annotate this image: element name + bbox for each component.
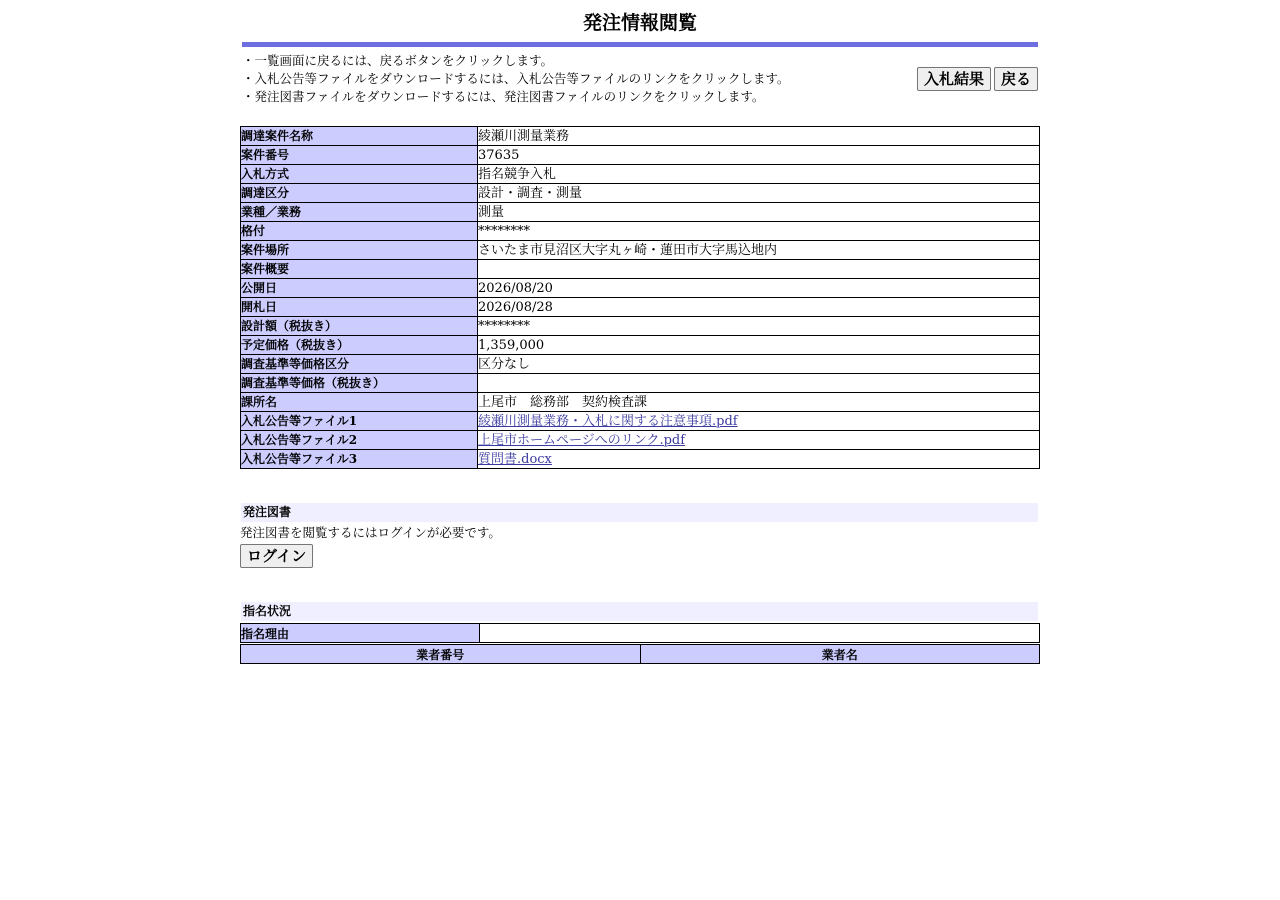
table-row bbox=[241, 336, 1040, 355]
row-value: 設計・調査・測量 bbox=[478, 184, 1040, 203]
login-button[interactable]: ログイン bbox=[240, 544, 313, 568]
table-row bbox=[241, 624, 1040, 643]
row-label: 公開日 bbox=[241, 279, 478, 298]
row-label: 案件概要 bbox=[241, 260, 478, 279]
instruction-bid-files: ・入札公告等ファイルをダウンロードするには、入札公告等ファイルのリンクをクリックします。 bbox=[242, 71, 790, 86]
row-label: 調達案件名称 bbox=[241, 127, 478, 146]
table-row bbox=[241, 431, 1040, 450]
row-value: 区分なし bbox=[478, 355, 1040, 374]
row-label: 入札方式 bbox=[241, 165, 478, 184]
table-row bbox=[241, 317, 1040, 336]
vendor-number-header: 業者番号 bbox=[241, 645, 641, 664]
table-row bbox=[241, 412, 1040, 431]
row-value bbox=[478, 260, 1040, 279]
table-row bbox=[241, 165, 1040, 184]
row-label: 調達区分 bbox=[241, 184, 478, 203]
row-value: 2026/08/28 bbox=[478, 298, 1040, 317]
table-row bbox=[241, 241, 1040, 260]
table-row bbox=[241, 298, 1040, 317]
bid-file-3-link[interactable]: 質問書.docx bbox=[478, 451, 552, 467]
row-label: 格付 bbox=[241, 222, 478, 241]
instruction-back: ・一覧画面に戻るには、戻るボタンをクリックします。 bbox=[242, 53, 554, 68]
bid-file-2-link[interactable]: 上尾市ホームページへのリンク.pdf bbox=[478, 432, 686, 448]
row-value bbox=[478, 431, 1040, 450]
table-row bbox=[241, 355, 1040, 374]
bid-result-button[interactable]: 入札結果 bbox=[917, 67, 991, 91]
row-label: 予定価格（税抜き） bbox=[241, 336, 478, 355]
vendor-table-header bbox=[241, 645, 1040, 664]
procurement-details-table bbox=[240, 126, 1040, 469]
page-container bbox=[240, 0, 1040, 664]
nomination-reason-value bbox=[480, 624, 1040, 643]
row-value bbox=[478, 374, 1040, 393]
row-label: 入札公告等ファイル2 bbox=[241, 431, 478, 450]
table-row bbox=[241, 184, 1040, 203]
nomination-reason-table bbox=[240, 623, 1040, 643]
row-label: 設計額（税抜き） bbox=[241, 317, 478, 336]
spacer bbox=[240, 469, 1040, 503]
back-button[interactable]: 戻る bbox=[994, 67, 1038, 91]
table-row bbox=[241, 222, 1040, 241]
header-row bbox=[240, 47, 1040, 126]
row-value: 2026/08/20 bbox=[478, 279, 1040, 298]
table-row bbox=[241, 393, 1040, 412]
spacer bbox=[240, 568, 1040, 602]
row-label: 入札公告等ファイル3 bbox=[241, 450, 478, 469]
vendor-table bbox=[240, 644, 1040, 664]
nomination-heading: 指名状況 bbox=[241, 602, 1038, 621]
row-value: 上尾市 総務部 契約検査課 bbox=[478, 393, 1040, 412]
table-row bbox=[241, 374, 1040, 393]
login-required-note: 発注図書を閲覧するにはログインが必要です。 bbox=[240, 525, 501, 540]
vendor-name-header: 業者名 bbox=[640, 645, 1040, 664]
table-row bbox=[241, 260, 1040, 279]
table-row bbox=[241, 203, 1040, 222]
row-label: 入札公告等ファイル1 bbox=[241, 412, 478, 431]
row-label: 業種／業務 bbox=[241, 203, 478, 222]
table-row bbox=[241, 279, 1040, 298]
row-label: 課所名 bbox=[241, 393, 478, 412]
row-label: 案件番号 bbox=[241, 146, 478, 165]
instructions bbox=[242, 52, 789, 106]
page-title: 発注情報閲覧 bbox=[582, 12, 697, 34]
instruction-order-files: ・発注図書ファイルをダウンロードするには、発注図書ファイルのリンクをクリックします。 bbox=[242, 89, 765, 104]
row-value: さいたま市見沼区大字丸ヶ崎・蓮田市大字馬込地内 bbox=[478, 241, 1040, 260]
row-label: 調査基準等価格（税抜き） bbox=[241, 374, 478, 393]
order-docs-heading: 発注図書 bbox=[241, 503, 1038, 522]
row-value: 綾瀬川測量業務 bbox=[478, 127, 1040, 146]
bid-file-1-link[interactable]: 綾瀬川測量業務・入札に関する注意事項.pdf bbox=[478, 413, 738, 429]
row-label: 調査基準等価格区分 bbox=[241, 355, 478, 374]
table-row bbox=[241, 127, 1040, 146]
row-value: 37635 bbox=[478, 146, 1040, 165]
row-value bbox=[478, 450, 1040, 469]
row-value: 指名競争入札 bbox=[478, 165, 1040, 184]
table-row bbox=[241, 450, 1040, 469]
nomination-reason-label: 指名理由 bbox=[241, 624, 480, 643]
row-value: ******** bbox=[478, 317, 1040, 336]
table-row bbox=[241, 146, 1040, 165]
header-buttons bbox=[917, 67, 1038, 91]
row-value: 1,359,000 bbox=[478, 336, 1040, 355]
row-label: 案件場所 bbox=[241, 241, 478, 260]
row-value bbox=[478, 412, 1040, 431]
row-label: 開札日 bbox=[241, 298, 478, 317]
row-value: 測量 bbox=[478, 203, 1040, 222]
row-value: ******** bbox=[478, 222, 1040, 241]
